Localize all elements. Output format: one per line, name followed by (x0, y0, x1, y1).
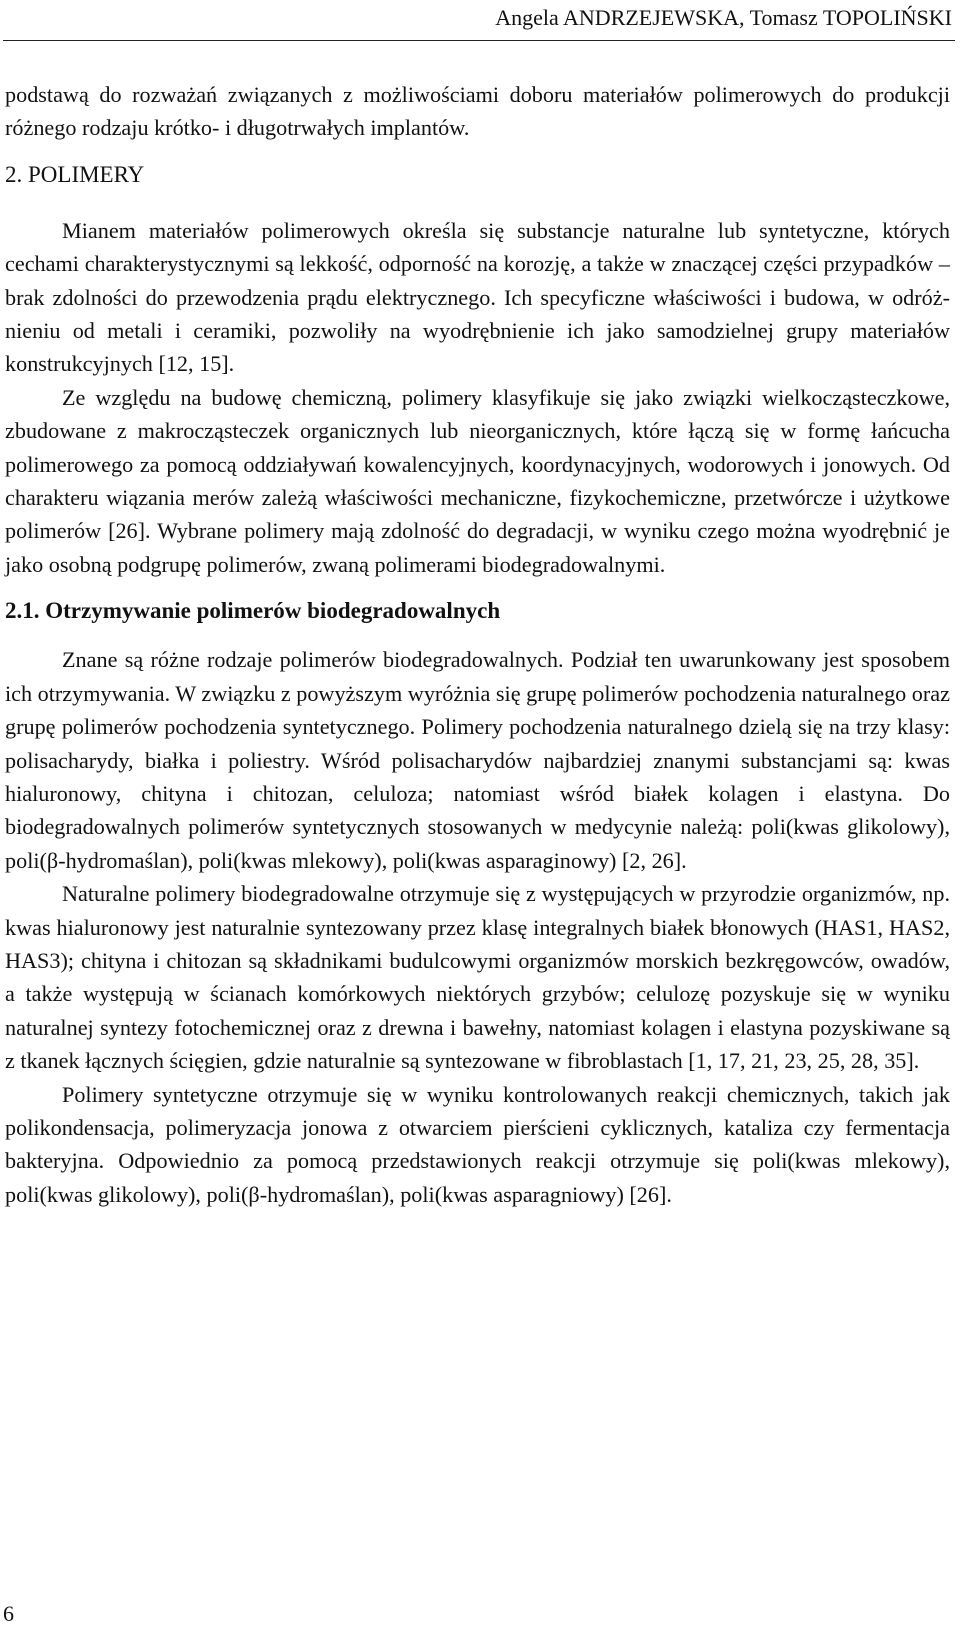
intro-paragraph: podstawą do rozważań związanych z możliwościami doboru materiałów polimerowych do produkcji różnego rodzaju krótko- i długotrwałych implantów. (5, 82, 950, 141)
paragraph-polimery-definition: Mianem materiałów polimerowych określa się substancje naturalne lub syntetyczne, których cechami charakterystycznymi są lekkość, odporność na korozję, a także w znaczącej części przypadków – brak zdolności do przewodzenia prądu elektrycznego. Ich specyficzne właściwości i budowa, w odróżnieniu od metali i ceramiki, pozwoliły na wyodrębnienie ich jako samodzielnej grupy materiałów konstrukcyjnych [12, 15]. (5, 217, 950, 377)
page-number: 6 (3, 1601, 14, 1626)
running-head-authors: Angela ANDRZEJEWSKA, Tomasz TOPOLIŃSKI (495, 5, 952, 30)
paragraph-natural-polymers: Naturalne polimery biodegradowalne otrzymuje się z występujących w przyrodzie organizmów, np. kwas hialuronowy jest naturalnie syntezowany przez klasę integralnych białek błonowych (HAS1, HAS2, HAS3); chityna i chitozan są składnikami budulcowymi organizmów morskich bezkręgowców, owadów, a także występują w ścianach komórkowych niektórych grzybów; celulozę pozyskuje się w wyniku naturalnej syntezy fotochemicznej oraz z drewna i bawełny, natomiast kolagen i elastyna pozyskiwane są z tkanek łącznych ścięgien, gdzie naturalnie są syntezowane w fibroblastach [1, 17, 21, 23, 25, 28, 35]. (5, 881, 950, 1074)
subsection-heading-otrzymywanie: 2.1. Otrzymywanie polimerów biodegradowalnych (5, 598, 501, 624)
header-rule (3, 40, 955, 41)
paragraph-polimery-structure: Ze względu na budowę chemiczną, polimery klasyfikuje się jako związki wielkocząsteczkowe, zbudowane z makrocząsteczek organicznych lub nieorganicznych, które łączą się w formę łańcucha polimerowego za pomocą oddziaływań kowalencyjnych, koordynacyjnych, wodorowych i jonowych. Od charakteru wiązania merów zależą właściwości mechaniczne, fizykochemiczne, przetwórcze i użytkowe polimerów [26]. Wybrane polimery mają zdolność do degradacji, w wyniku czego można wyodrębnić je jako osobną podgrupę polimerów, zwaną polimerami biodegradowalnymi. (5, 384, 950, 577)
paragraph-biodegradable-types: Znane są różne rodzaje polimerów biodegradowalnych. Podział ten uwarunkowany jest sposobem ich otrzymywania. W związku z powyższym wyróżnia się grupę polimerów pochodzenia naturalnego oraz grupę polimerów pochodzenia syntetycznego. Polimery pochodzenia naturalnego dzielą się na trzy klasy: polisacharydy, białka i poliestry. Wśród polisacharydów najbardziej znanymi substancjami są: kwas hialuronowy, chityna i chitozan, celuloza; natomiast wśród białek kolagen i elastyna. Do biodegradowalnych polimerów syntetycznych stosowanych w medycynie należą: poli(kwas glikolowy), poli(β-hydromaślan), poli(kwas mlekowy), poli(kwas asparaginowy) [2, 26]. (5, 647, 950, 873)
section-heading-polimery: 2. POLIMERY (5, 161, 145, 187)
paragraph-synthetic-polymers: Polimery syntetyczne otrzymuje się w wyniku kontrolowanych reakcji chemicznych, takich jak polikondensacja, polimeryzacja jonowa z otwarciem pierścieni cyklicznych, kataliza czy fermentacja bakteryjna. Odpowiednio za pomocą przedstawionych reakcji otrzymuje się poli(kwas mlekowy), poli(kwas glikolowy), poli(β-hydromaślan), poli(kwas asparagniowy) [26]. (5, 1081, 950, 1207)
page-body (5, 78, 950, 1211)
